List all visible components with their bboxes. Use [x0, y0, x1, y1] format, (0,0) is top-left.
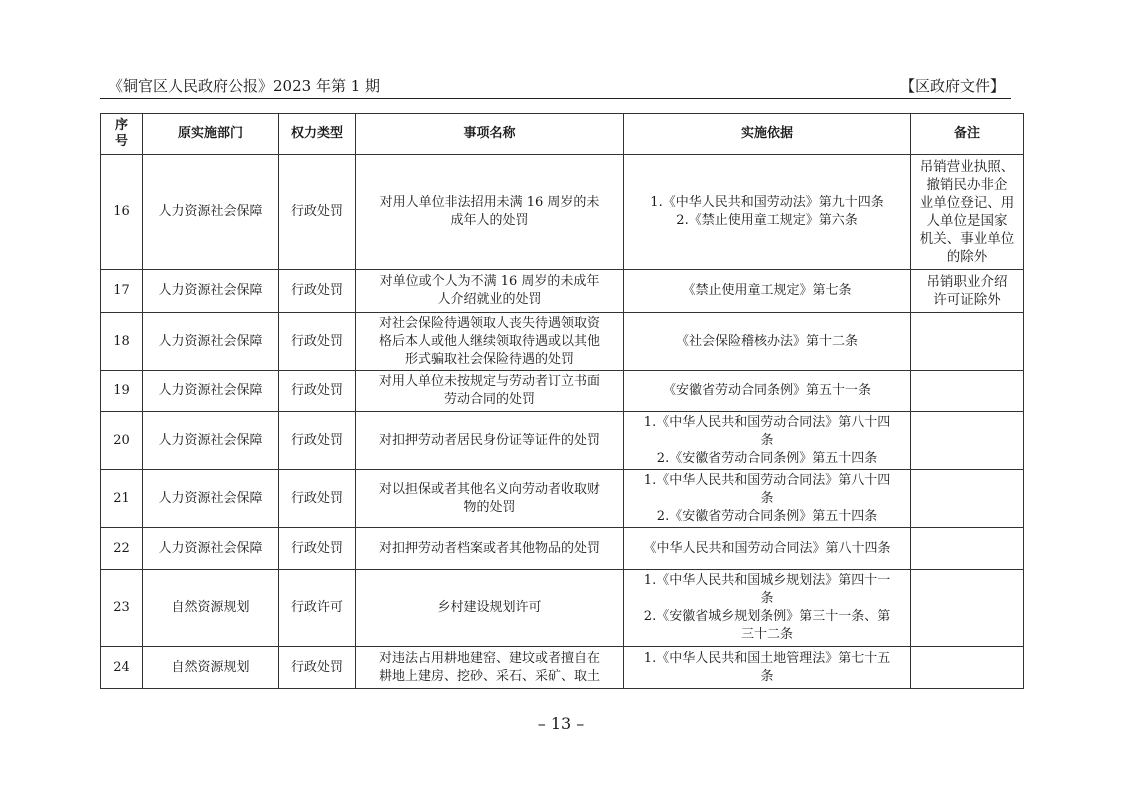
cell-no: 16: [101, 155, 143, 270]
col-header-note: 备注: [911, 114, 1024, 155]
cell-item: 对扣押劳动者居民身份证等证件的处罚: [356, 412, 624, 470]
col-header-basis: 实施依据: [624, 114, 911, 155]
cell-note: 吊销营业执照、 撤销民办非企 业单位登记、用 人单位是国家 机关、事业单位 的除外: [911, 155, 1024, 270]
cell-no: 22: [101, 528, 143, 570]
cell-type: 行政处罚: [279, 412, 356, 470]
cell-type: 行政处罚: [279, 155, 356, 270]
cell-type: 行政处罚: [279, 528, 356, 570]
cell-no: 23: [101, 570, 143, 647]
cell-no: 17: [101, 270, 143, 313]
cell-basis: 1.《中华人民共和国劳动合同法》第八十四 条 2.《安徽省劳动合同条例》第五十四条: [624, 412, 911, 470]
cell-dept: 自然资源规划: [143, 570, 279, 647]
cell-note: [911, 528, 1024, 570]
cell-type: 行政处罚: [279, 371, 356, 412]
cell-item: 乡村建设规划许可: [356, 570, 624, 647]
page-number: – 13 –: [537, 714, 585, 733]
cell-note: 吊销职业介绍 许可证除外: [911, 270, 1024, 313]
col-header-item: 事项名称: [356, 114, 624, 155]
cell-item: 对社会保险待遇领取人丧失待遇领取资 格后本人或他人继续领取待遇或以其他 形式骗取社会保险待遇的处罚: [356, 313, 624, 371]
cell-no: 20: [101, 412, 143, 470]
table-row: [101, 371, 1024, 412]
cell-no: 19: [101, 371, 143, 412]
cell-no: 21: [101, 470, 143, 528]
publication-title: 《铜官区人民政府公报》2023 年第 1 期: [108, 77, 381, 95]
cell-type: 行政处罚: [279, 270, 356, 313]
cell-basis: 《社会保险稽核办法》第十二条: [624, 313, 911, 371]
cell-dept: 人力资源社会保障: [143, 270, 279, 313]
table-header-row: [101, 114, 1024, 155]
table-row: [101, 270, 1024, 313]
cell-item: 对用人单位未按规定与劳动者订立书面 劳动合同的处罚: [356, 371, 624, 412]
table-row: [101, 470, 1024, 528]
cell-item: 对扣押劳动者档案或者其他物品的处罚: [356, 528, 624, 570]
cell-dept: 人力资源社会保障: [143, 412, 279, 470]
cell-basis: 1.《中华人民共和国城乡规划法》第四十一 条 2.《安徽省城乡规划条例》第三十一条、第 三十二条: [624, 570, 911, 647]
cell-item: 对以担保或者其他名义向劳动者收取财 物的处罚: [356, 470, 624, 528]
cell-basis: 《禁止使用童工规定》第七条: [624, 270, 911, 313]
cell-dept: 人力资源社会保障: [143, 470, 279, 528]
cell-type: 行政许可: [279, 570, 356, 647]
section-label: 【区政府文件】: [899, 77, 1005, 95]
col-header-dept: 原实施部门: [143, 114, 279, 155]
table-row: [101, 570, 1024, 647]
cell-basis: 1.《中华人民共和国土地管理法》第七十五 条: [624, 647, 911, 689]
col-header-seq: 序号: [101, 114, 143, 155]
cell-item: 对违法占用耕地建窑、建坟或者擅自在 耕地上建房、挖砂、采石、采矿、取土: [356, 647, 624, 689]
cell-type: 行政处罚: [279, 470, 356, 528]
cell-dept: 人力资源社会保障: [143, 155, 279, 270]
page-header: [100, 76, 1011, 99]
table-row: [101, 528, 1024, 570]
cell-basis: 1.《中华人民共和国劳动合同法》第八十四 条 2.《安徽省劳动合同条例》第五十四条: [624, 470, 911, 528]
cell-note: [911, 371, 1024, 412]
table-row: [101, 313, 1024, 371]
cell-dept: 人力资源社会保障: [143, 313, 279, 371]
col-header-type: 权力类型: [279, 114, 356, 155]
table-row: [101, 412, 1024, 470]
cell-no: 24: [101, 647, 143, 689]
cell-type: 行政处罚: [279, 647, 356, 689]
cell-dept: 人力资源社会保障: [143, 371, 279, 412]
cell-no: 18: [101, 313, 143, 371]
cell-basis: 《安徽省劳动合同条例》第五十一条: [624, 371, 911, 412]
cell-note: [911, 570, 1024, 647]
cell-note: [911, 470, 1024, 528]
table-row: [101, 647, 1024, 689]
table-row: [101, 155, 1024, 270]
power-list-table: [100, 113, 1024, 689]
cell-type: 行政处罚: [279, 313, 356, 371]
cell-dept: 人力资源社会保障: [143, 528, 279, 570]
cell-dept: 自然资源规划: [143, 647, 279, 689]
cell-basis: 《中华人民共和国劳动合同法》第八十四条: [624, 528, 911, 570]
cell-note: [911, 647, 1024, 689]
cell-item: 对单位或个人为不满 16 周岁的未成年 人介绍就业的处罚: [356, 270, 624, 313]
cell-note: [911, 313, 1024, 371]
cell-basis: 1.《中华人民共和国劳动法》第九十四条 2.《禁止使用童工规定》第六条: [624, 155, 911, 270]
cell-note: [911, 412, 1024, 470]
cell-item: 对用人单位非法招用未满 16 周岁的未 成年人的处罚: [356, 155, 624, 270]
